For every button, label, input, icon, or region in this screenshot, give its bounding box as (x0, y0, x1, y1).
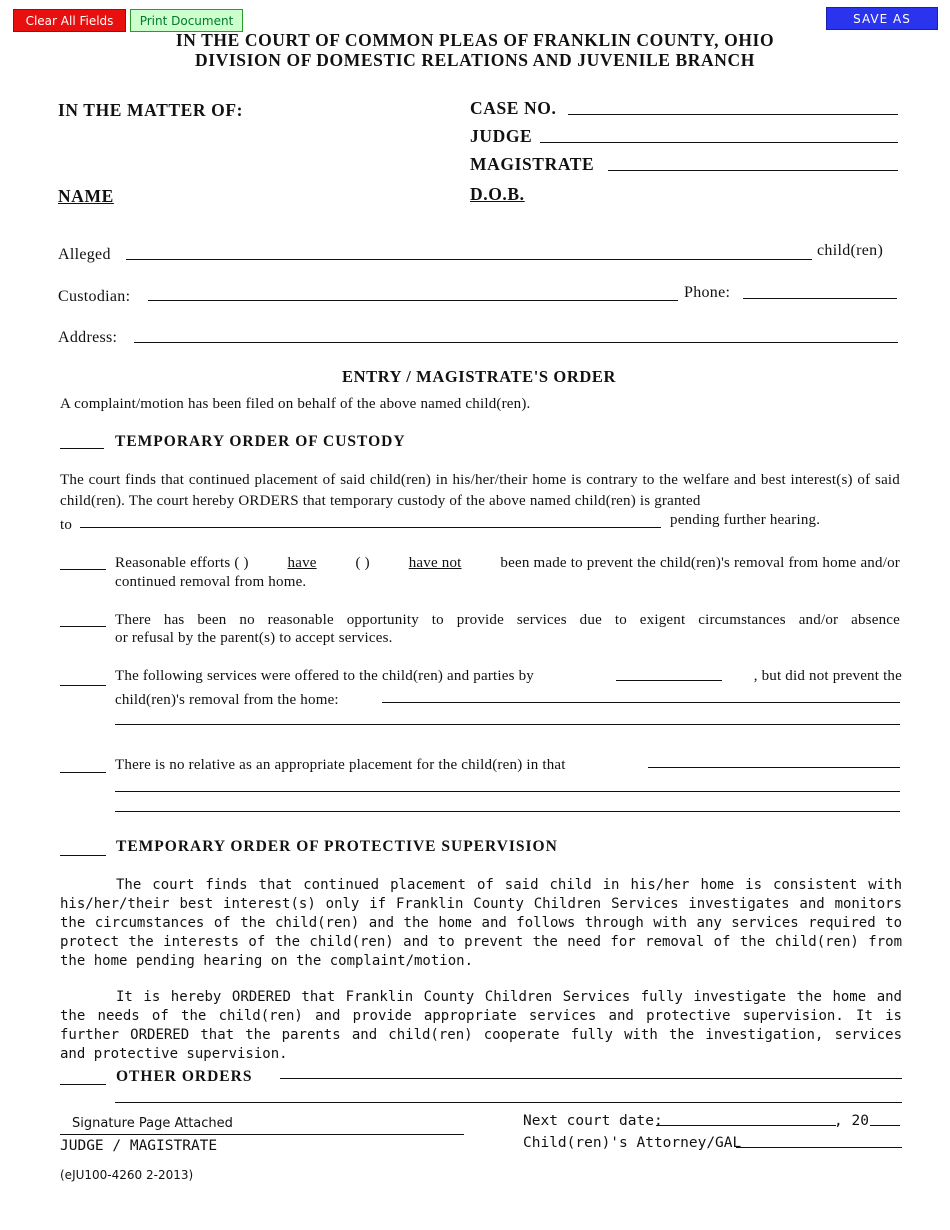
attorney-gal-label: Child(ren)'s Attorney/GAL (523, 1135, 742, 1151)
attorney-gal-field[interactable] (736, 1147, 902, 1148)
next-court-date-field[interactable] (656, 1125, 836, 1126)
pending-further-hearing: pending further hearing. (670, 512, 821, 528)
temp-custody-checkline[interactable] (60, 448, 104, 449)
services-text-c: child(ren)'s removal from the home: (115, 692, 339, 708)
services-detail-field-1[interactable] (382, 702, 900, 703)
other-orders-field-1[interactable] (280, 1078, 902, 1079)
case-no-label: CASE NO. (470, 98, 557, 118)
signature-page-attached: Signature Page Attached (72, 1116, 233, 1131)
case-no-field[interactable] (568, 114, 898, 115)
no-relative-checkline[interactable] (60, 772, 106, 773)
address-label: Address: (58, 329, 118, 346)
reasonable-efforts-checkline[interactable] (60, 569, 106, 570)
court-title: IN THE COURT OF COMMON PLEAS OF FRANKLIN COUNTY, OHIO (175, 30, 775, 50)
no-relative-field-1[interactable] (648, 767, 900, 768)
next-court-date-label: Next court date: (523, 1113, 663, 1129)
save-as-button[interactable]: SAVE AS (826, 7, 938, 30)
alleged-label: Alleged (58, 246, 111, 263)
judge-magistrate-label: JUDGE / MAGISTRATE (60, 1138, 218, 1154)
phone-label: Phone: (684, 284, 731, 301)
judge-field[interactable] (540, 142, 898, 143)
services-text-b: , but did not prevent the (753, 668, 902, 684)
protective-title: TEMPORARY ORDER OF PROTECTIVE SUPERVISION (116, 838, 558, 855)
protective-paragraph-1: The court finds that continued placement of said child in his/her home is consistent with his/her/their best interest(s) only if Franklin County Children Services investigates and monitors the circumstances of the child(ren) and the home and follows through with any services required to protect the interests of the child(ren) and to prevent the need for removal of the child(ren) from the home pending hearing on the complaint/motion. (60, 877, 902, 969)
year-prefix: , 20 (834, 1113, 869, 1129)
temp-custody-text: The court finds that continued placement of said child(ren) in his/her/their home is contrary to the welfare and best interest(s) of said child(ren). The court hereby ORDERS that temporary custody of the above named child(ren) is granted (60, 472, 900, 509)
have-not-option[interactable]: have not (408, 555, 462, 571)
alleged-children-field[interactable] (126, 259, 812, 260)
services-offered-by-field[interactable] (616, 680, 722, 681)
magistrate-label: MAGISTRATE (470, 154, 595, 174)
children-suffix: child(ren) (817, 242, 884, 259)
judge-label: JUDGE (470, 126, 533, 146)
other-orders-field-2[interactable] (115, 1102, 902, 1103)
year-field[interactable] (870, 1125, 900, 1126)
reasonable-efforts-text: Reasonable efforts ( ) (115, 555, 249, 571)
paren-option: ( ) (355, 555, 370, 571)
reasonable-efforts-line2: continued removal from home. (115, 574, 307, 590)
protective-checkline[interactable] (60, 855, 106, 856)
court-division: DIVISION OF DOMESTIC RELATIONS AND JUVENILE BRANCH (195, 50, 755, 70)
dob-heading: D.O.B. (470, 184, 525, 204)
temp-custody-title: TEMPORARY ORDER OF CUSTODY (115, 433, 406, 450)
no-opportunity-line1: There has been no reasonable opportunity to provide services due to exigent circumstances and/or absence (115, 612, 900, 628)
custodian-field[interactable] (148, 300, 678, 301)
services-text-a: The following services were offered to the child(ren) and parties by (115, 668, 535, 684)
reasonable-efforts-line1 (115, 555, 900, 572)
print-document-button[interactable]: Print Document (130, 9, 243, 32)
to-label: to (60, 517, 73, 533)
clear-all-fields-button[interactable]: Clear All Fields (13, 9, 126, 32)
name-heading: NAME (58, 186, 114, 206)
have-option[interactable]: have (287, 555, 317, 571)
no-opportunity-line2: or refusal by the parent(s) to accept services. (115, 630, 393, 646)
order-intro: A complaint/motion has been filed on behalf of the above named child(ren). (60, 396, 531, 412)
in-the-matter-of-label: IN THE MATTER OF: (58, 100, 244, 120)
services-checkline[interactable] (60, 685, 106, 686)
no-relative-field-2[interactable] (115, 791, 900, 792)
address-field[interactable] (134, 342, 898, 343)
services-detail-field-2[interactable] (115, 724, 900, 725)
custodian-label: Custodian: (58, 288, 131, 305)
form-id: (eJU100-4260 2-2013) (60, 1168, 194, 1182)
no-opportunity-checkline[interactable] (60, 626, 106, 627)
other-orders-checkline[interactable] (60, 1084, 106, 1085)
protective-paragraph-2: It is hereby ORDERED that Franklin County Children Services fully investigate the home and the needs of the child(ren) and provide appropriate services and protective supervision. It is further ORDERED that the parents and child(ren) cooperate fully with the investigation, services and protective supervision. (60, 989, 902, 1062)
no-relative-text: There is no relative as an appropriate placement for the child(ren) in that (115, 757, 566, 773)
other-orders-title: OTHER ORDERS (116, 1068, 253, 1085)
reasonable-efforts-rest: been made to prevent the child(ren)'s removal from home and/or (500, 555, 900, 571)
custody-granted-to-field[interactable] (80, 527, 661, 528)
magistrate-field[interactable] (608, 170, 898, 171)
no-relative-field-3[interactable] (115, 811, 900, 812)
phone-field[interactable] (743, 298, 897, 299)
order-title: ENTRY / MAGISTRATE'S ORDER (341, 367, 617, 386)
signature-line[interactable] (60, 1134, 464, 1135)
